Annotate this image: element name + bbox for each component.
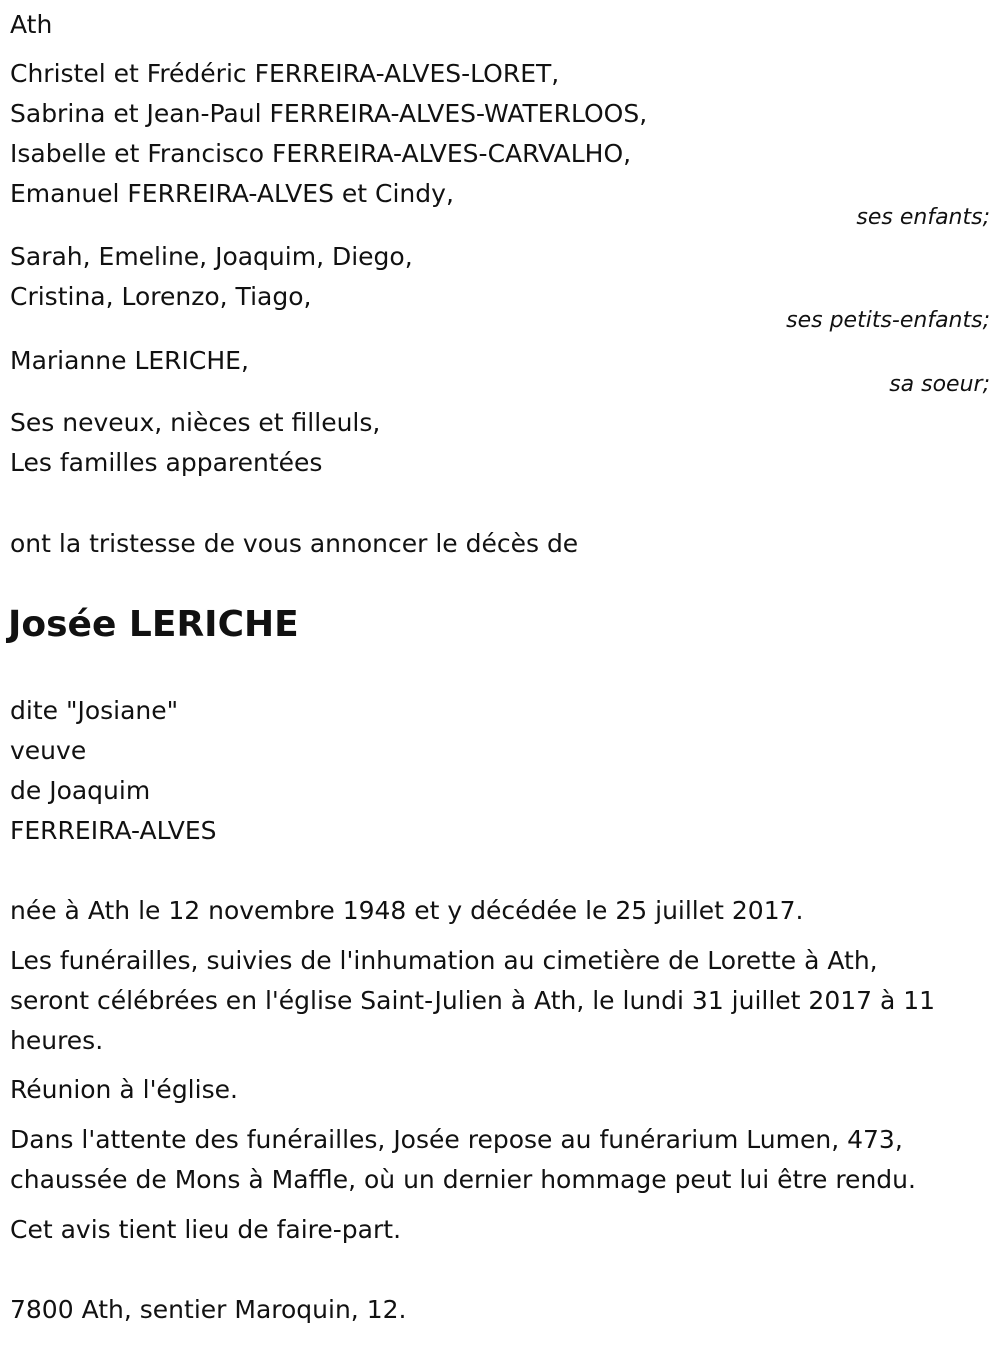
sister-line: Marianne LERICHE,: [10, 346, 249, 375]
child-line: Emanuel FERREIRA-ALVES et Cindy,: [10, 179, 454, 208]
deceased-name: Josée LERICHE: [8, 604, 299, 645]
notice: Cet avis tient lieu de faire-part.: [10, 1215, 402, 1244]
funeral-line: seront célébrées en l'église Saint-Julien à Ath, le lundi 31 juillet 2017 à 11: [10, 986, 936, 1015]
sister-role: sa soeur;: [889, 372, 990, 397]
grandchild-line: Sarah, Emeline, Joaquim, Diego,: [10, 242, 413, 271]
children-role: ses enfants;: [856, 205, 990, 230]
funeral-line: heures.: [10, 1026, 104, 1055]
child-line: Isabelle et Francisco FERREIRA-ALVES-CARVALHO,: [10, 139, 632, 168]
detail-line: FERREIRA-ALVES: [10, 816, 217, 845]
funeral-line: Les funérailles, suivies de l'inhumation au cimetière de Lorette à Ath,: [10, 946, 878, 975]
address: 7800 Ath, sentier Maroquin, 12.: [10, 1295, 407, 1324]
birth-death-dates: née à Ath le 12 novembre 1948 et y décédée le 25 juillet 2017.: [10, 896, 804, 925]
child-line: Sabrina et Jean-Paul FERREIRA-ALVES-WATERLOOS,: [10, 99, 648, 128]
detail-line: dite "Josiane": [10, 696, 179, 725]
rest-line: chaussée de Mons à Maffle, où un dernier hommage peut lui être rendu.: [10, 1165, 916, 1194]
grandchildren-role: ses petits-enfants;: [786, 308, 990, 333]
announcement: ont la tristesse de vous annoncer le décès de: [10, 529, 579, 558]
grandchild-line: Cristina, Lorenzo, Tiago,: [10, 282, 312, 311]
rest-line: Dans l'attente des funérailles, Josée repose au funérarium Lumen, 473,: [10, 1125, 903, 1154]
detail-line: veuve: [10, 736, 87, 765]
city: Ath: [10, 10, 53, 39]
child-line: Christel et Frédéric FERREIRA-ALVES-LORET,: [10, 59, 560, 88]
others-line: Les familles apparentées: [10, 448, 323, 477]
detail-line: de Joaquim: [10, 776, 151, 805]
others-line: Ses neveux, nièces et filleuls,: [10, 408, 381, 437]
meeting-note: Réunion à l'église.: [10, 1075, 238, 1104]
